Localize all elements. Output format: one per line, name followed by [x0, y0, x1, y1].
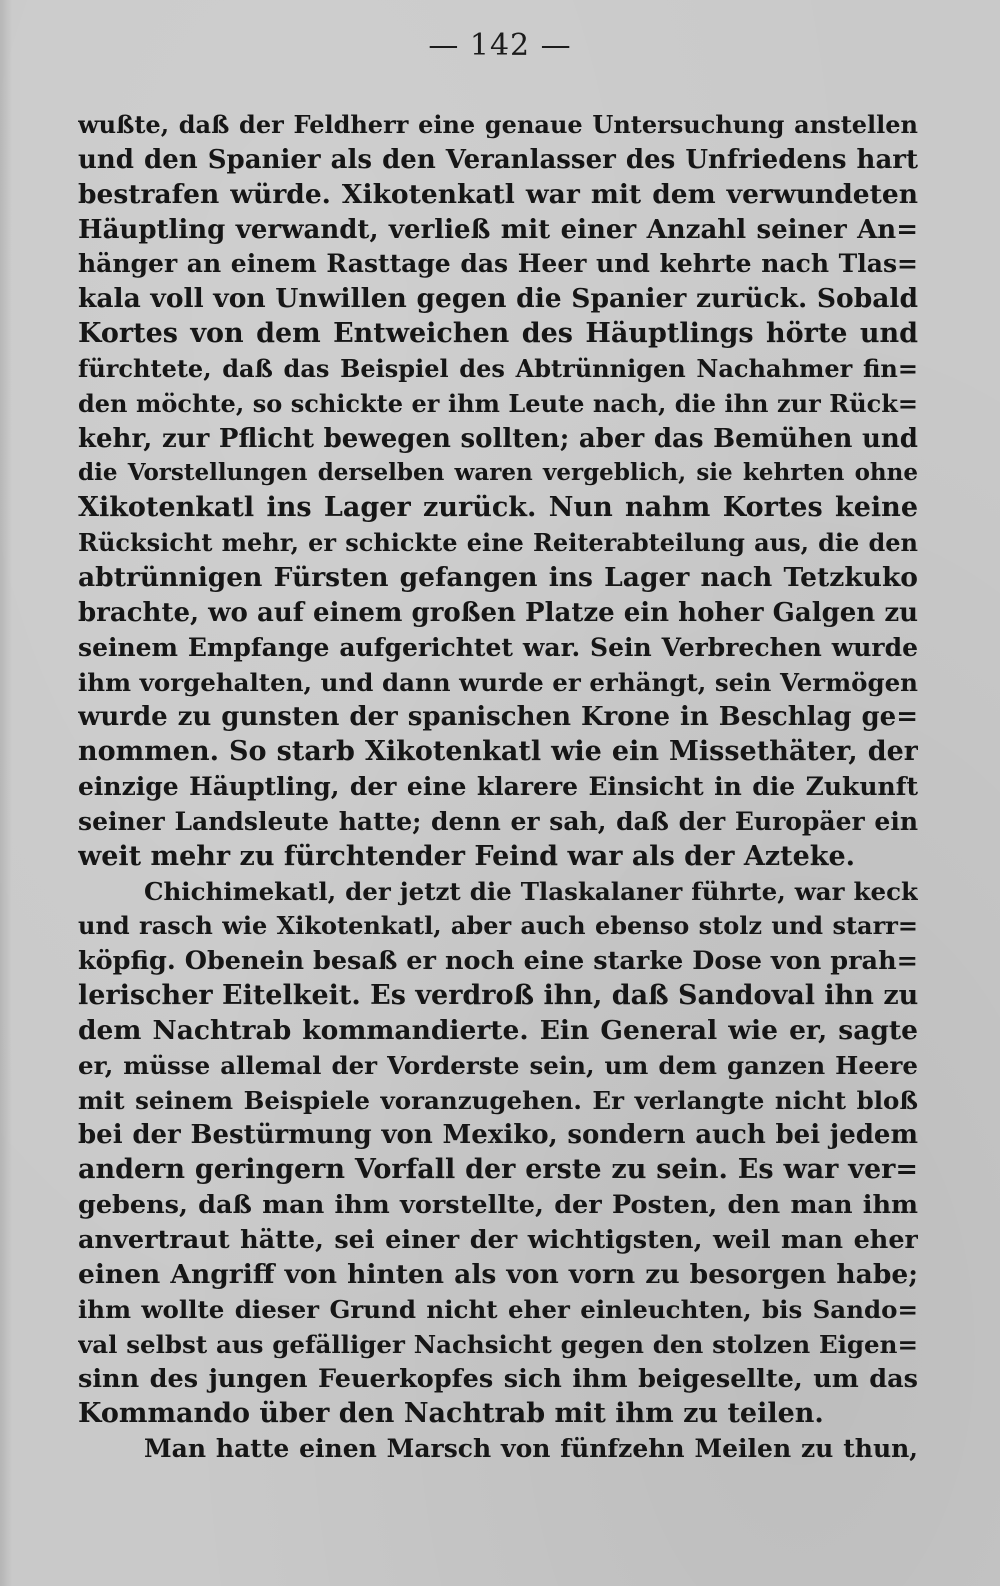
text-line: andern geringern Vorfall der erste zu sein. Es war ver=	[78, 1154, 918, 1186]
text-line: und rasch wie Xikotenkatl, aber auch ebenso stolz und starr=	[78, 911, 918, 941]
text-line: er, müsse allemal der Vorderste sein, um dem ganzen Heere	[78, 1050, 918, 1080]
text-line: ihm wollte dieser Grund nicht eher einleuchten, bis Sando=	[78, 1294, 918, 1324]
text-line: die Vorstellungen derselben waren vergeblich, sie kehrten ohne	[78, 459, 918, 487]
text-line: lerischer Eitelkeit. Es verdroß ihn, daß Sandoval ihn zu	[78, 980, 918, 1012]
text-line: val selbst aus gefälliger Nachsicht gegen den stolzen Eigen=	[78, 1329, 918, 1359]
text-line: seinem Empfange aufgerichtet war. Sein Verbrechen wurde	[78, 632, 918, 662]
text-line: gebens, daß man ihm vorstellte, der Posten, den man ihm	[78, 1190, 918, 1221]
text-line: und den Spanier als den Veranlasser des Unfriedens hart	[78, 144, 918, 175]
text-line: wußte, daß der Feldherr eine genaue Untersuchung anstellen	[78, 110, 918, 139]
text-line-paragraph-end: weit mehr zu fürchtender Feind war als der Azteke.	[78, 840, 856, 872]
page-number-header: — 142 —	[428, 28, 572, 63]
text-line: anvertraut hätte, sei einer der wichtigsten, weil man eher	[78, 1225, 918, 1255]
text-line: kala voll von Unwillen gegen die Spanier zurück. Sobald	[78, 283, 918, 315]
text-line-paragraph-end: Kommando über den Nachtrab mit ihm zu teilen.	[78, 1398, 824, 1430]
text-line: hänger an einem Rasttage das Heer und kehrte nach Tlas=	[78, 249, 918, 279]
text-line: nommen. So starb Xikotenkatl wie ein Missethäter, der	[78, 736, 918, 768]
text-line: Häuptling verwandt, verließ mit einer Anzahl seiner An=	[78, 214, 918, 245]
text-line: kehr, zur Pflicht bewegen sollten; aber das Bemühen und	[78, 423, 918, 454]
text-line-paragraph-start: Man hatte einen Marsch von fünfzehn Meilen zu thun,	[144, 1434, 918, 1464]
text-line: ihm vorgehalten, und dann wurde er erhängt, sein Vermögen	[78, 667, 918, 697]
text-line: Kortes von dem Entweichen des Häuptlings hörte und	[78, 318, 918, 350]
text-line: sinn des jungen Feuerkopfes sich ihm beigesellte, um das	[78, 1364, 918, 1395]
text-line: köpfig. Obenein besaß er noch eine starke Dose von prah=	[78, 946, 918, 977]
text-line: einzige Häuptling, der eine klarere Einsicht in die Zukunft	[78, 772, 918, 802]
text-line: einen Angriff von hinten als von vorn zu besorgen habe;	[78, 1258, 918, 1290]
body-text	[78, 108, 918, 1467]
text-line: mit seinem Beispiele voranzugehen. Er verlangte nicht bloß	[78, 1085, 918, 1115]
text-line: den möchte, so schickte er ihm Leute nach, die ihn zur Rück=	[78, 388, 918, 418]
text-line: abtrünnigen Fürsten gefangen ins Lager nach Tetzkuko	[78, 561, 918, 593]
text-line: fürchtete, daß das Beispiel des Abtrünnigen Nachahmer fin=	[78, 353, 918, 383]
text-line: brachte, wo auf einem großen Platze ein hoher Galgen zu	[78, 597, 918, 628]
text-line: Rücksicht mehr, er schickte eine Reiterabteilung aus, die den	[78, 528, 918, 558]
text-line: seiner Landsleute hatte; denn er sah, daß der Europäer ein	[78, 806, 918, 836]
text-line: wurde zu gunsten der spanischen Krone in Beschlag ge=	[78, 702, 918, 733]
text-line-paragraph-start: Chichimekatl, der jetzt die Tlaskalaner führte, war keck	[144, 876, 918, 906]
text-line: bei der Bestürmung von Mexiko, sondern auch bei jedem	[78, 1120, 918, 1151]
scan-shadow-edge	[0, 0, 12, 1586]
text-line: bestrafen würde. Xikotenkatl war mit dem verwundeten	[78, 178, 918, 210]
text-line: dem Nachtrab kommandierte. Ein General wie er, sagte	[78, 1014, 918, 1046]
text-line: Xikotenkatl ins Lager zurück. Nun nahm Kortes keine	[78, 492, 918, 524]
